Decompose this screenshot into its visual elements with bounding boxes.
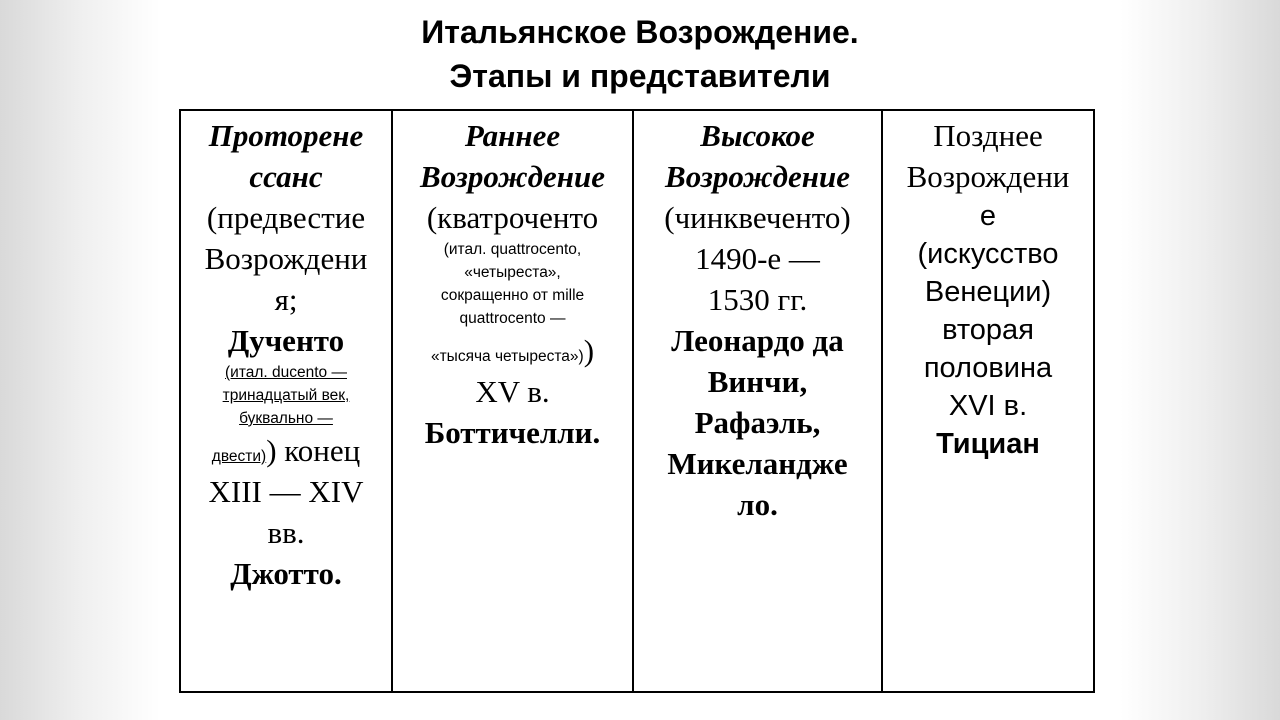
- footnote-line: «тысяча четыреста»): [430, 348, 584, 365]
- column-heading: Раннее: [464, 118, 561, 153]
- column-heading: Возрождение: [420, 159, 605, 194]
- footnote-line: (итал. quattrocento,: [443, 241, 582, 258]
- period-line: вв.: [267, 515, 305, 550]
- column-late-renaissance: [883, 111, 1093, 691]
- column-proto-renaissance: [181, 111, 393, 691]
- column-high-renaissance: [634, 111, 883, 691]
- footnote-line: сокращенно от mille: [440, 287, 585, 304]
- artist-name: Тициан: [936, 428, 1040, 460]
- description-line: я;: [274, 282, 298, 317]
- column-early-renaissance: [393, 111, 634, 691]
- title-line-1: Итальянское Возрождение.: [421, 14, 859, 50]
- period-line: 1530 гг.: [707, 282, 808, 317]
- description-line: Венеции): [924, 276, 1052, 308]
- footnote-row: [181, 430, 391, 471]
- column-heading: ссанс: [249, 159, 323, 194]
- artist-name: Рафаэль,: [694, 405, 821, 440]
- column-heading: Позднее: [933, 118, 1043, 153]
- column-heading: Возрождени: [906, 159, 1070, 194]
- footnote-line: «четыреста»,: [464, 264, 561, 281]
- footnote-line: двести): [211, 448, 267, 465]
- description-line: Возрождени: [204, 241, 368, 276]
- term-cinquecento: (чинквеченто): [664, 200, 851, 235]
- period-line: XVI в.: [948, 390, 1028, 422]
- column-heading: Возрождение: [665, 159, 850, 194]
- period-line: XIII — XIV: [208, 474, 364, 509]
- footnote-line: quattrocento —: [459, 310, 566, 327]
- period-line: XV в.: [475, 374, 550, 409]
- footnote-line: (итал. ducento —: [225, 364, 347, 381]
- description-line: вторая: [942, 314, 1034, 346]
- periods-table: [179, 109, 1095, 693]
- footnote-row: [393, 330, 632, 371]
- artist-name: Джотто.: [230, 556, 342, 591]
- period-text: ) конец: [266, 433, 361, 468]
- description-line: (предвестие: [206, 200, 366, 235]
- artist-name: Винчи,: [707, 364, 808, 399]
- term-quattrocento: (кватроченто: [426, 200, 599, 235]
- column-heading: е: [979, 200, 997, 232]
- description-line: половина: [923, 352, 1053, 384]
- artist-name: Леонардо да: [671, 323, 844, 358]
- artist-name: Боттичелли.: [424, 415, 601, 450]
- footnote-line: тринадцатый век,: [222, 387, 350, 404]
- slide-title: [160, 10, 1120, 98]
- term-ducento: Дученто: [227, 323, 345, 358]
- artist-name: Микеландже: [667, 446, 848, 481]
- column-heading: Высокое: [700, 118, 815, 153]
- artist-name: ло.: [737, 487, 778, 522]
- footnote-line: буквально —: [239, 410, 333, 427]
- title-line-2: Этапы и представители: [449, 58, 831, 94]
- paren-close: ): [583, 333, 595, 368]
- column-heading: Проторене: [208, 118, 364, 153]
- period-line: 1490-е —: [695, 241, 820, 276]
- description-line: (искусство: [917, 238, 1059, 270]
